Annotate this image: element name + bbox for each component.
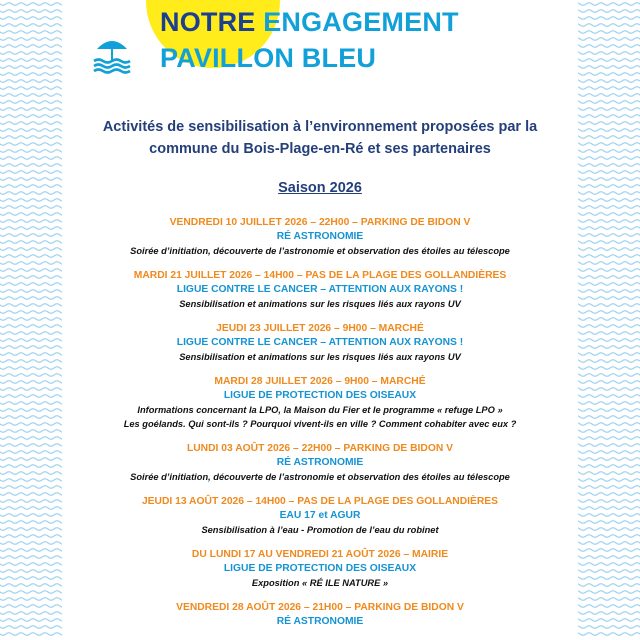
events-list xyxy=(62,216,578,640)
event-description: Soirée d’initiation, découverte de l’astronomie et observation des étoiles au télescope xyxy=(130,472,510,482)
event-entry xyxy=(62,269,578,311)
event-organizer: LIGUE DE PROTECTION DES OISEAUX xyxy=(223,390,417,401)
event-entry xyxy=(62,548,578,590)
event-entry xyxy=(62,442,578,484)
event-organizer: LIGUE CONTRE LE CANCER – ATTENTION AUX RAYONS ! xyxy=(176,284,464,295)
event-description: Sensibilisation et animations sur les risques liés aux rayons UV xyxy=(179,352,461,362)
event-entry xyxy=(62,601,578,629)
document-page xyxy=(62,0,578,640)
event-date: DU LUNDI 17 AU VENDREDI 21 AOÛT 2026 – MAIRIE xyxy=(191,549,449,560)
title-word-engagement: ENGAGEMENT xyxy=(255,7,459,37)
season-heading: Saison 2026 xyxy=(278,180,362,196)
event-entry xyxy=(62,495,578,537)
title-line-pavillon-bleu: PAVILLON BLEU xyxy=(160,43,377,73)
event-date: VENDREDI 28 AOÛT 2026 – 21H00 – PARKING DE BIDON V xyxy=(176,602,464,613)
intro-line-2: commune du Bois-Plage-en-Ré et ses partenaires xyxy=(149,141,491,157)
beach-umbrella-waves-icon xyxy=(92,34,132,74)
event-organizer: RÉ ASTRONOMIE xyxy=(276,231,364,242)
event-description: Les goélands. Qui sont-ils ? Pourquoi vivent-ils en ville ? Comment cohabiter avec eux ? xyxy=(123,419,517,429)
page-title xyxy=(160,4,459,76)
event-date: JEUDI 23 JUILLET 2026 – 9H00 – MARCHÉ xyxy=(216,323,424,334)
event-organizer: RÉ ASTRONOMIE xyxy=(276,457,364,468)
event-organizer: RÉ ASTRONOMIE xyxy=(276,616,364,627)
event-date: JEUDI 13 AOÛT 2026 – 14H00 – PAS DE LA PLAGE DES GOLLANDIÈRES xyxy=(141,496,499,507)
event-description: Informations concernant la LPO, la Maison du Fier et le programme « refuge LPO » xyxy=(137,405,503,415)
event-description: Soirée d’initiation, découverte de l’astronomie et observation des étoiles au télescope xyxy=(130,246,510,256)
event-date: VENDREDI 10 JUILLET 2026 – 22H00 – PARKING DE BIDON V xyxy=(169,217,471,228)
event-organizer: LIGUE DE PROTECTION DES OISEAUX xyxy=(223,563,417,574)
event-description: Sensibilisation et animations sur les risques liés aux rayons UV xyxy=(179,299,461,309)
intro-line-1: Activités de sensibilisation à l’environnement proposées par la xyxy=(102,119,538,135)
event-date: MARDI 28 JUILLET 2026 – 9H00 – MARCHÉ xyxy=(214,376,426,387)
event-date: LUNDI 03 AOÛT 2026 – 22H00 – PARKING DE BIDON V xyxy=(186,443,454,454)
event-organizer: LIGUE CONTRE LE CANCER – ATTENTION AUX RAYONS ! xyxy=(176,337,464,348)
event-entry xyxy=(62,375,578,431)
event-entry xyxy=(62,322,578,364)
event-description: Sensibilisation à l’eau - Promotion de l’eau du robinet xyxy=(201,525,439,535)
event-entry xyxy=(62,216,578,258)
intro-text xyxy=(62,116,578,160)
event-date: MARDI 21 JUILLET 2026 – 14H00 – PAS DE LA PLAGE DES GOLLANDIÈRES xyxy=(133,270,507,281)
event-organizer: EAU 17 et AGUR xyxy=(279,510,361,521)
event-description: Exposition « RÉ ILE NATURE » xyxy=(251,578,389,588)
title-word-notre: NOTRE xyxy=(160,7,256,37)
